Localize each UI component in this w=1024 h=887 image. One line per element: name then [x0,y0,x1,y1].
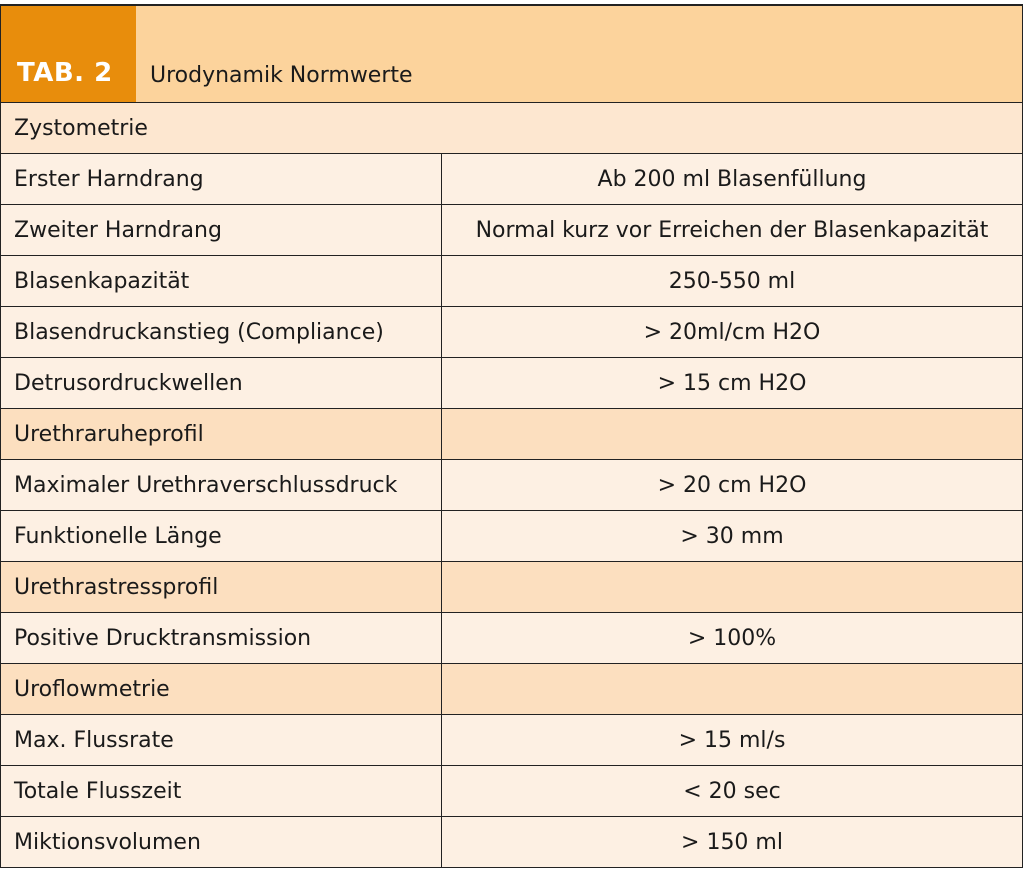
section-heading-row [1,562,1023,613]
row-value: > 20ml/cm H2O [643,319,821,345]
normwerte-table [0,4,1023,868]
row-label: Zweiter Harndrang [1,205,442,255]
row-label: Totale Flusszeit [1,766,442,816]
row-value: > 15 ml/s [678,727,786,753]
table-row [1,613,1023,664]
table-row [1,358,1023,409]
row-value: > 30 mm [680,523,784,549]
table-row [1,256,1023,307]
table-row [1,715,1023,766]
row-label: Erster Harndrang [1,154,442,204]
row-label: Max. Flussrate [1,715,442,765]
row-value: Normal kurz vor Erreichen der Blasenkapazität [475,217,989,243]
section-heading-empty-cell [442,409,1022,459]
row-label: Blasendruckanstieg (Compliance) [1,307,442,357]
section-heading-row [1,409,1023,460]
row-label: Positive Drucktransmission [1,613,442,663]
row-value: 250-550 ml [668,268,796,294]
row-value: > 150 ml [681,829,783,855]
row-value: > 20 cm H2O [657,472,807,498]
section-heading-empty-cell [442,562,1022,612]
row-label: Miktionsvolumen [1,817,442,867]
row-label: Maximaler Urethraverschlussdruck [1,460,442,510]
row-value: < 20 sec [683,778,781,804]
row-value: > 15 cm H2O [657,370,807,396]
section-heading: Urethrastressprofil [1,562,442,612]
row-label: Funktionelle Länge [1,511,442,561]
table-title: Urodynamik Normwerte [150,63,413,88]
table-row [1,511,1023,562]
table-row [1,154,1023,205]
table-row [1,766,1023,817]
section-heading-row [1,103,1023,154]
table-number-label: TAB. 2 [1,6,136,102]
row-value: Ab 200 ml Blasenfüllung [597,166,867,192]
section-heading: Urethraruheprofil [1,409,442,459]
section-heading: Zystometrie [14,115,148,141]
section-heading-empty-cell [442,664,1022,714]
row-label: Blasenkapazität [1,256,442,306]
section-heading: Uroflowmetrie [1,664,442,714]
table-row [1,460,1023,511]
row-value: > 100% [687,625,777,651]
row-label: Detrusordruckwellen [1,358,442,408]
table-header [1,6,1023,103]
section-heading-row [1,664,1023,715]
table-row [1,817,1023,868]
table-row [1,307,1023,358]
table-row [1,205,1023,256]
